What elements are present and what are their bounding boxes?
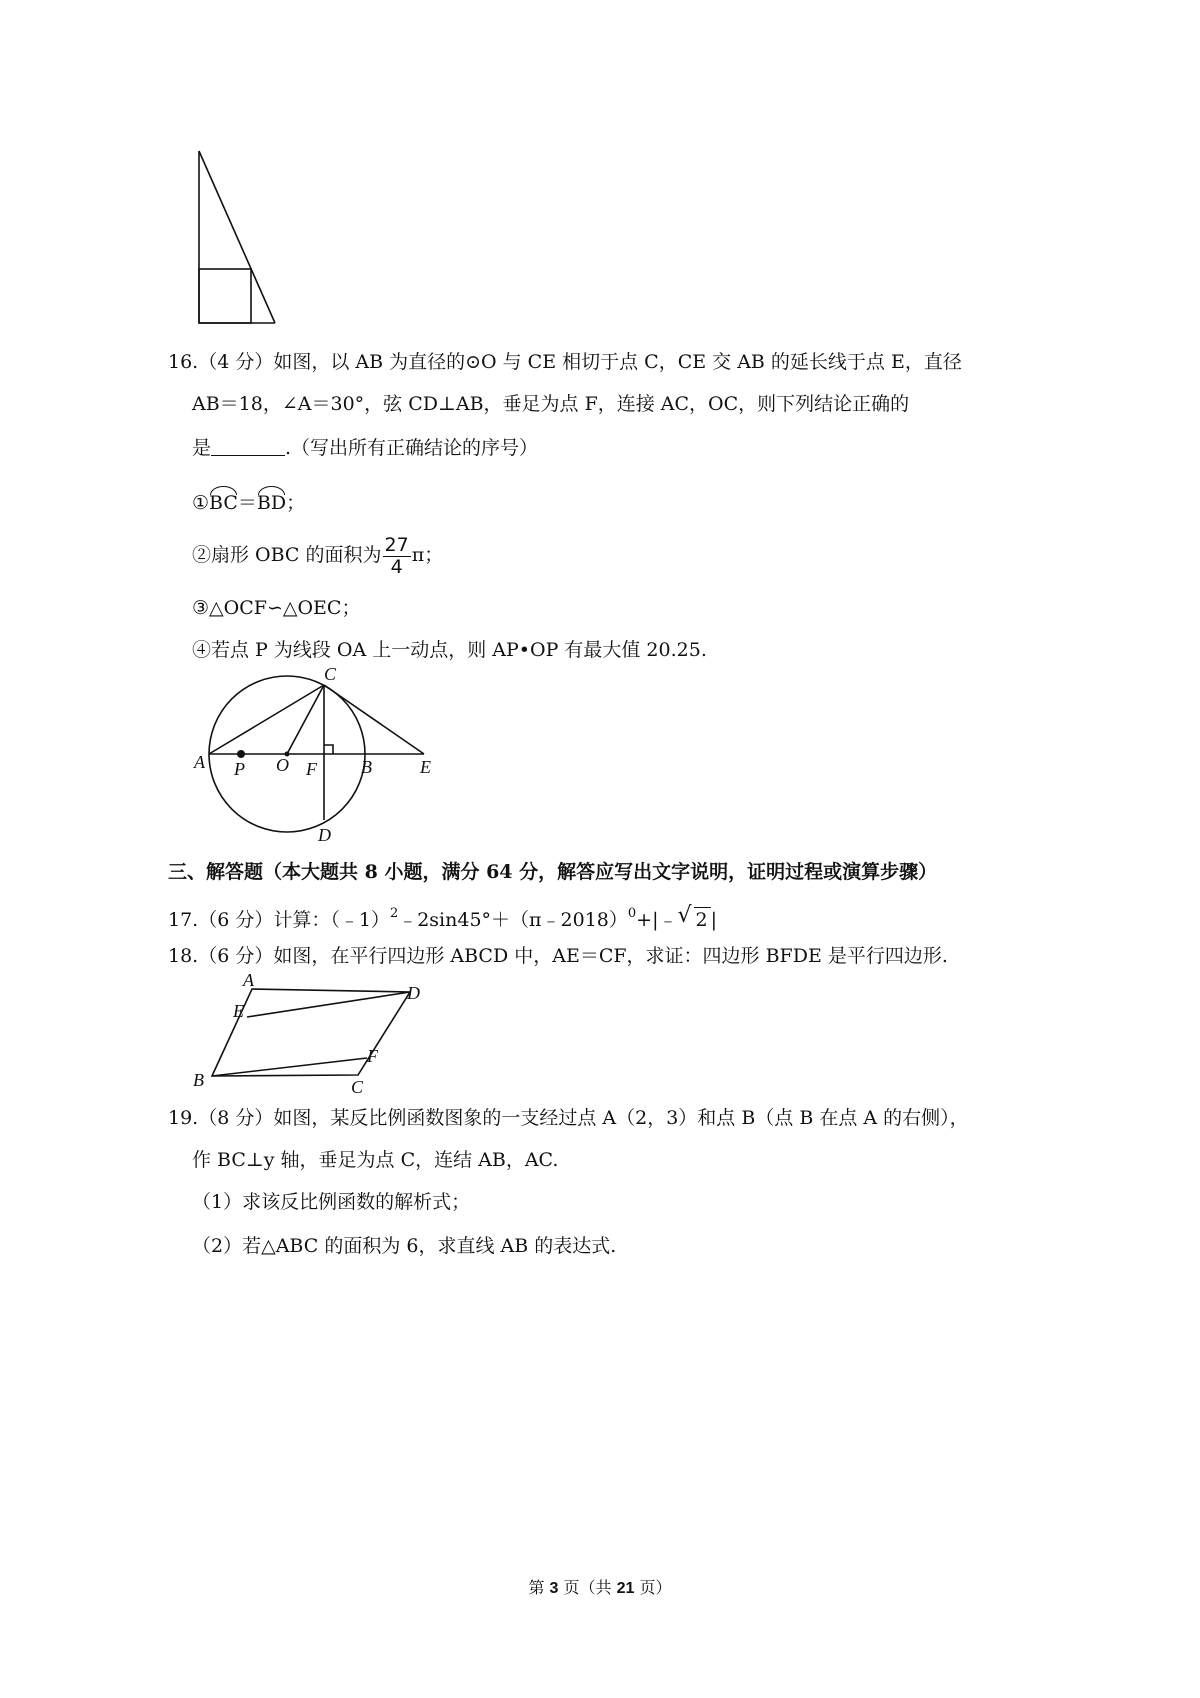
q19-line2: 作 BC⊥y 轴，垂足为点 C，连结 AB，AC. — [192, 1149, 559, 1171]
q19-sub2: （2）若△ABC 的面积为 6，求直线 AB 的表达式. — [192, 1235, 617, 1257]
q19-sub1: （1）求该反比例函数的解析式； — [192, 1191, 471, 1213]
q16-line2: AB＝18，∠A＝30°，弦 CD⊥AB，垂足为点 F，连接 AC，OC，则下列结论正确的 — [192, 393, 910, 415]
q19-line1: 19.（8 分）如图，某反比例函数图象的一支经过点 A（2，3）和点 B（点 B 在点 A 的右侧）， — [168, 1107, 969, 1129]
q17-mid: ﹣2sin45°＋（π﹣2018） — [398, 909, 628, 931]
q16-line1: 16.（4 分）如图，以 AB 为直径的⊙O 与 CE 相切于点 C，CE 交 AB 的延长线于点 E，直径 — [168, 351, 962, 373]
footer-mid: 页（共 — [563, 1578, 612, 1597]
label-c: C — [351, 1077, 364, 1097]
label-f: F — [367, 1046, 378, 1066]
right-angle-mark — [324, 745, 333, 754]
label-c: C — [324, 665, 337, 684]
option-2-pre: ②扇形 OBC 的面积为 — [192, 544, 382, 566]
fraction-denominator: 4 — [390, 555, 403, 578]
q17-post: +|﹣ — [636, 909, 678, 931]
q18-line: 18.（6 分）如图，在平行四边形 ABCD 中，AE＝CF，求证：四边形 BFDE 是平行四边形. — [168, 945, 948, 967]
label-b: B — [361, 757, 372, 777]
footer-page-number: 3 — [549, 1580, 559, 1597]
q17-pre: 17.（6 分）计算：（﹣1） — [168, 909, 390, 931]
option-1-end: ； — [286, 492, 306, 514]
q16-option-4: ④若点 P 为线段 OA 上一动点，则 AP•OP 有最大值 20.25. — [192, 639, 707, 661]
q17-exponent-2: 0 — [627, 906, 637, 921]
footer-pre: 第 — [528, 1578, 545, 1597]
answer-blank — [211, 437, 285, 456]
option-1-marker: ① — [192, 492, 210, 514]
inscribed-square — [199, 269, 251, 323]
q16-option-3: ③△OCF∽△OEC； — [192, 597, 361, 619]
label-a: A — [243, 972, 254, 990]
label-d: D — [407, 983, 420, 1003]
label-p: P — [234, 759, 245, 779]
square-root — [694, 907, 711, 932]
arc-bc: BC — [209, 486, 238, 515]
q17-line — [168, 902, 717, 932]
parallelogram-figure — [185, 972, 435, 1101]
section-3-heading: 三、解答题（本大题共 8 小题，满分 64 分，解答应写出文字说明，证明过程或演算步骤） — [168, 861, 938, 883]
fraction-27-over-4 — [383, 535, 411, 578]
fraction-numerator: 27 — [384, 533, 409, 556]
label-b: B — [193, 1070, 204, 1090]
label-e: E — [420, 757, 431, 777]
label-a: A — [194, 752, 205, 772]
page-footer — [0, 1575, 1200, 1598]
label-d: D — [318, 825, 331, 845]
option-1-eq: ＝ — [237, 492, 257, 514]
footer-total-pages: 21 — [616, 1580, 635, 1597]
triangle-square-figure — [190, 140, 290, 344]
triangle-hypotenuse — [199, 151, 275, 323]
arc-bd: BD — [257, 486, 286, 515]
sqrt-radicand: 2 — [695, 909, 708, 931]
chord-ac — [209, 685, 324, 754]
q16-line3-before: 是 — [192, 437, 212, 459]
line-ed — [247, 992, 410, 1017]
point-p — [237, 750, 245, 758]
circle-tangent-figure — [188, 665, 478, 854]
line-bf — [212, 1058, 367, 1076]
q16-line3 — [192, 436, 538, 460]
q16-option-1 — [192, 486, 305, 515]
label-o: O — [276, 755, 289, 775]
q16-line3-after: .（写出所有正确结论的序号） — [285, 437, 539, 459]
q17-close: | — [710, 909, 717, 931]
q16-option-2 — [192, 532, 443, 578]
option-2-post: π； — [411, 544, 444, 566]
footer-post: 页） — [639, 1578, 672, 1597]
q17-exponent-1: 2 — [389, 906, 399, 921]
label-e: E — [233, 1001, 244, 1021]
label-f: F — [306, 759, 317, 779]
tangent-ce — [324, 685, 424, 754]
